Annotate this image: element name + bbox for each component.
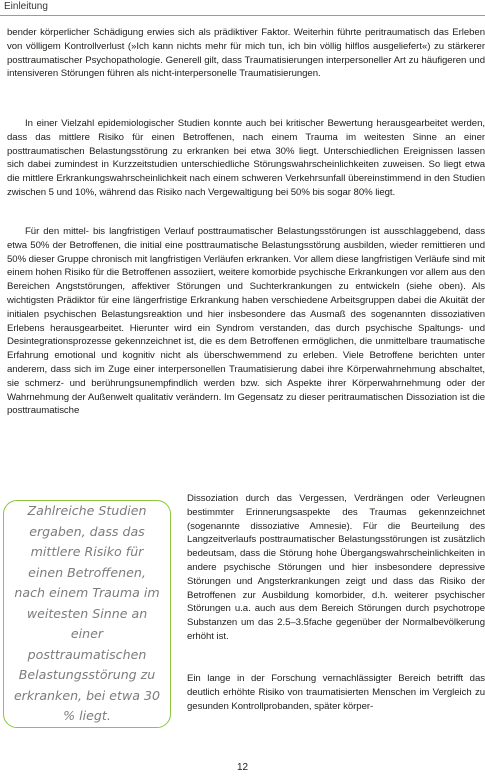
page-number: 12 (236, 762, 249, 773)
running-header (0, 0, 485, 16)
section-title: Einleitung (4, 1, 48, 12)
paragraph-4: Dissoziation durch das Vergessen, Verdrängen oder Verleugnen bestimmter Erinnerungsaspekte des Traumas gekennzeichnet (sogenannte dissoziative Amnesie). Für die Beurteilung des Langzeitverlaufs posttraumatischer Belastungsstörungen ist zusätzlich bedeutsam, dass die Störung hohe Übergangswahrscheinlichkeiten in andere psychische Störungen und hier insbesondere depressive Störungen und Angsterkrankungen zeigt und dass das Risiko der Betroffenen zur Ausbildung komorbider, d.h. weiterer psychischer Störungen u.a. auch aus dem Bereich Störungen durch psychotrope Substanzen um das 2.5–3.5fache gegenüber der Normalbevölkerung erhöht ist. (187, 493, 485, 642)
paragraph-5: Ein lange in der Forschung vernachlässigter Bereich betrifft das deutlich erhöhte Risiko von traumatisierten Menschen im Vergleich zu gesunden Kontrollprobanden, später körper- (187, 673, 485, 712)
paragraph-2: In einer Vielzahl epidemiologischer Studien konnte auch bei kritischer Bewertung herausgearbeitet werden, dass das mittlere Risiko für einen Betroffenen, nach einem Trauma im weitesten Sinne an einer posttraumatischen Belastungsstörung zu erkranken bei etwa 30% liegt. Unterschiedlichen Ereignissen lassen sich dabei zumindest in Kurzzeitstudien unterschiedliche Störungswahrscheinlichkeiten zuweisen. So liegt etwa die mittlere Erkrankungswahrscheinlichkeit nach einem schweren Verkehrsunfall übereinstimmend in den Studien zwischen 5 und 10%, während das Risiko nach Vergewaltigung bei 50% bis sogar 80% liegt. (7, 118, 485, 198)
pull-quote-text: Zahlreiche Studien ergaben, dass das mittlere Risiko für einen Betroffenen, nach einem Trauma im weitesten Sinne an einer posttraumatischen Belastungsstörung zu erkranken, bei etwa 30 % liegt. (13, 503, 161, 724)
paragraph-3: Für den mittel- bis langfristigen Verlauf posttraumatischer Belastungsstörungen ist ausschlaggebend, dass etwa 50% der Betroffenen, die initial eine posttraumatische Belastungsstörung ausbilden, wieder remittieren und 50% dieser Gruppe chronisch mit langfristigen Verläufen erkranken. Vor allem diese langfristigen Verläufe sind mit einem hohen Risiko für die Betroffenen assoziiert, weitere komorbide psychische Erkrankungen vor allem aus den Bereichen Angststörungen, affektiver Störungen und Suchterkrankungen zu entwickeln (siehe oben). Als wichtigsten Prädiktor für eine längerfristige Erkrankung haben verschiedene Arbeitsgruppen dabei die Akuität der initialen psychischen Belastungsreaktion und hier insbesondere das Ausmaß des sogenannten dissoziativen Erlebens herausgearbeitet. Hierunter wird ein Syndrom verstanden, das durch psychische Spaltungs- und Desintegrationsprozesse gekennzeichnet ist, die es dem Betroffenen ermöglichen, die unmittelbare traumatische Erfahrung emotional und kognitiv nicht als überschwemmend zu erleben. Viele Betroffene berichten unter anderem, dass sich im Zuge einer interpersonellen Traumatisierung dabei ihre Körperwahrnehmung abschaltet, sie schmerz- und berührungsunempfindlich werden bzw. sich Aspekte ihrer Körperwahrnehmung oder der Wahrnehmung der Außenwelt qualitativ verändern. Im Gegensatz zu dieser peritraumatischen Dissoziation ist die posttraumatische (7, 226, 485, 417)
paragraph-1: bender körperlicher Schädigung erwies sich als prädiktiver Faktor. Weiterhin führte peritraumatisch das Erleben von völligem Kontrollverlust (»Ich kann nichts mehr für mich tun, ich bin völlig hilflos ausgeliefert«) zu stärkerer posttraumatischer Psychopathologie. Generell gilt, dass Traumatisierungen interpersoneller Art zu häufigeren und intensiveren Störungen führen als nicht-interpersonelle Traumatisierungen. (7, 27, 485, 80)
pull-quote-box (3, 500, 171, 728)
